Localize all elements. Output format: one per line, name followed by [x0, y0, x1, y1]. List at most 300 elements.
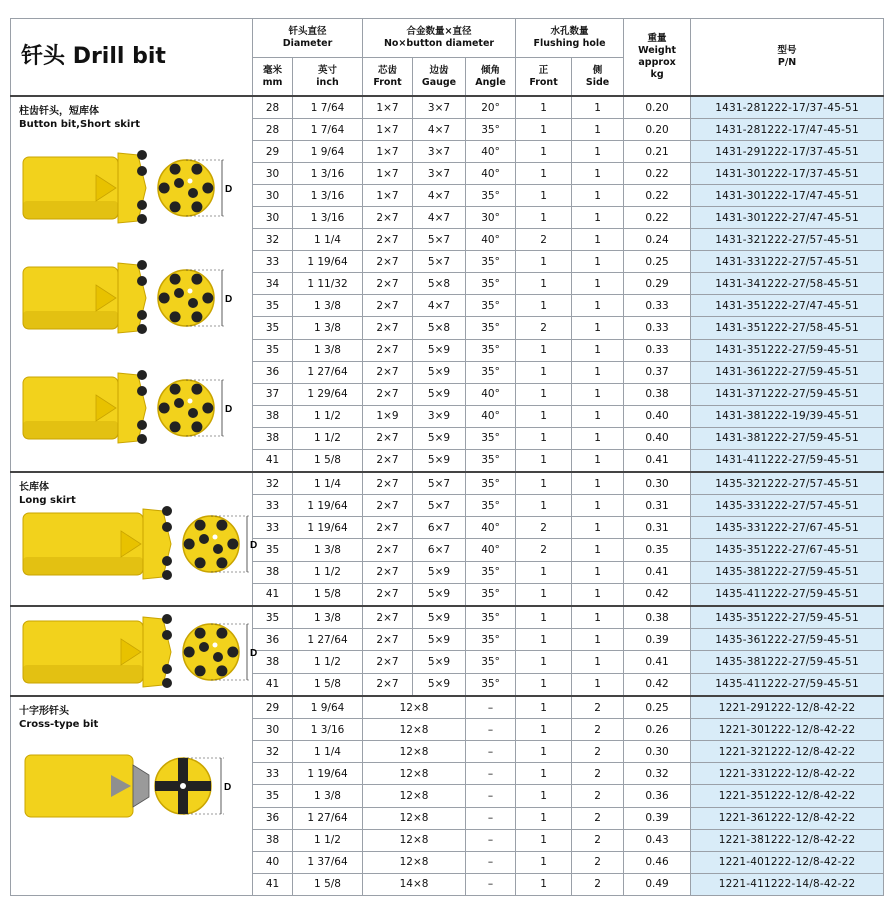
- cell-flush-side: 1: [572, 119, 624, 141]
- cell-pn: 1431-381222-19/39-45-51: [691, 405, 884, 427]
- gauge-button: [195, 665, 206, 676]
- cell-mm: 35: [253, 339, 293, 361]
- cell-mm: 41: [253, 583, 293, 606]
- cell-angle: 35°: [466, 119, 516, 141]
- gauge-button: [170, 311, 181, 322]
- cell-flush-front: 1: [516, 427, 572, 449]
- spec-sheet: [10, 18, 883, 891]
- gauge-button: [159, 293, 170, 304]
- cell-inch: 1 27/64: [293, 361, 363, 383]
- section-figure: [11, 697, 251, 895]
- cell-mm: 33: [253, 517, 293, 539]
- cell-weight: 0.33: [624, 295, 691, 317]
- cell-front: 1×7: [363, 163, 413, 185]
- cell-gauge: 5×8: [413, 317, 466, 339]
- cell-front: 2×7: [363, 539, 413, 561]
- cell-flush-side: 1: [572, 517, 624, 539]
- cell-mm: 35: [253, 606, 293, 629]
- section-label-zh: 柱齿钎头，短库体: [19, 106, 99, 117]
- cell-inch: 1 3/8: [293, 317, 363, 339]
- cell-pn: 1435-411222-27/59-45-51: [691, 673, 884, 696]
- cell-mm: 28: [253, 96, 293, 119]
- cell-weight: 0.30: [624, 741, 691, 763]
- carbide-button: [137, 166, 147, 176]
- cell-weight: 0.30: [624, 472, 691, 495]
- cell-mm: 30: [253, 185, 293, 207]
- cell-front: 1×7: [363, 185, 413, 207]
- weight-header: 重量 Weight approx kg: [624, 19, 691, 97]
- cell-inch: 1 3/8: [293, 295, 363, 317]
- cell-mm: 36: [253, 361, 293, 383]
- cell-weight: 0.33: [624, 339, 691, 361]
- cell-angle: 40°: [466, 405, 516, 427]
- buttons-header: 合金数量×直径 No×button diameter: [363, 19, 516, 58]
- cell-mm: 41: [253, 873, 293, 895]
- cell-pn: 1431-321222-27/57-45-51: [691, 229, 884, 251]
- bit-head: [118, 263, 146, 333]
- drill-bit-spec-table: [10, 18, 884, 896]
- cell-flush-front: 1: [516, 495, 572, 517]
- drill-bit-figure: [23, 614, 257, 688]
- cell-pn: 1221-301222-12/8-42-22: [691, 719, 884, 741]
- cell-inch: 1 11/32: [293, 273, 363, 295]
- cell-flush-front: 2: [516, 317, 572, 339]
- cell-pn: 1431-301222-17/37-45-51: [691, 163, 884, 185]
- cell-inch: 1 1/4: [293, 741, 363, 763]
- cell-front: 2×7: [363, 673, 413, 696]
- cell-flush-front: 1: [516, 629, 572, 651]
- cell-weight: 0.31: [624, 517, 691, 539]
- dimension-label: D: [225, 294, 233, 305]
- cell-weight: 0.40: [624, 427, 691, 449]
- front-button: [188, 298, 198, 308]
- cell-gauge: 5×9: [413, 361, 466, 383]
- cell-front: 1×7: [363, 119, 413, 141]
- cell-buttons: 12×8: [363, 741, 466, 763]
- cell-gauge: 5×9: [413, 383, 466, 405]
- cell-weight: 0.37: [624, 361, 691, 383]
- cell-flush-side: 2: [572, 829, 624, 851]
- cell-flush-side: 2: [572, 763, 624, 785]
- cell-pn: 1221-291222-12/8-42-22: [691, 696, 884, 719]
- drill-bit-figure: [23, 506, 257, 580]
- cell-inch: 1 37/64: [293, 851, 363, 873]
- cell-buttons: 12×8: [363, 807, 466, 829]
- cell-flush-side: 1: [572, 229, 624, 251]
- cell-flush-side: 1: [572, 383, 624, 405]
- cell-inch: 1 1/2: [293, 829, 363, 851]
- cell-flush-side: 1: [572, 583, 624, 606]
- cell-angle: 40°: [466, 163, 516, 185]
- carbide-button: [137, 214, 147, 224]
- cell-weight: 0.20: [624, 96, 691, 119]
- gauge-button: [191, 201, 202, 212]
- front-button: [213, 544, 223, 554]
- cell-mm: 33: [253, 495, 293, 517]
- front-button: [174, 178, 184, 188]
- cell-angle: 40°: [466, 539, 516, 561]
- cell-inch: 1 27/64: [293, 807, 363, 829]
- gauge-button: [170, 421, 181, 432]
- section-figure-cell: [11, 606, 258, 696]
- cell-angle: 35°: [466, 673, 516, 696]
- cell-pn: 1431-291222-17/37-45-51: [691, 141, 884, 163]
- cell-inch: 1 5/8: [293, 583, 363, 606]
- page-title: [11, 19, 253, 97]
- cell-angle: 20°: [466, 96, 516, 119]
- gauge-button: [191, 164, 202, 175]
- cell-inch: 1 9/64: [293, 696, 363, 719]
- mm-header: 毫米 mm: [253, 58, 293, 97]
- cell-inch: 1 3/16: [293, 185, 363, 207]
- cell-inch: 1 3/16: [293, 207, 363, 229]
- cell-angle: 30°: [466, 207, 516, 229]
- carbide-button: [162, 678, 172, 688]
- cell-flush-side: 1: [572, 539, 624, 561]
- cell-inch: 1 7/64: [293, 119, 363, 141]
- cell-inch: 1 3/16: [293, 163, 363, 185]
- cell-mm: 36: [253, 629, 293, 651]
- cell-pn: 1435-411222-27/59-45-51: [691, 583, 884, 606]
- cell-flush-side: 1: [572, 606, 624, 629]
- cell-flush-side: 1: [572, 561, 624, 583]
- cell-gauge: 3×7: [413, 141, 466, 163]
- carbide-button: [137, 276, 147, 286]
- cell-mm: 38: [253, 427, 293, 449]
- gauge-button: [227, 647, 238, 658]
- cell-gauge: 5×7: [413, 251, 466, 273]
- carbide-button: [162, 630, 172, 640]
- gauge-header: 边齿 Gauge: [413, 58, 466, 97]
- section-label-en: Button bit,Short skirt: [19, 119, 141, 130]
- cell-weight: 0.29: [624, 273, 691, 295]
- cell-weight: 0.38: [624, 383, 691, 405]
- cell-front: 2×7: [363, 495, 413, 517]
- cell-inch: 1 1/4: [293, 472, 363, 495]
- gauge-button: [184, 539, 195, 550]
- cell-inch: 1 27/64: [293, 629, 363, 651]
- cell-flush-side: 1: [572, 207, 624, 229]
- cell-weight: 0.41: [624, 651, 691, 673]
- cell-mm: 30: [253, 207, 293, 229]
- cell-front: 2×7: [363, 317, 413, 339]
- cell-flush-side: 1: [572, 96, 624, 119]
- cell-weight: 0.42: [624, 583, 691, 606]
- section-figure: [11, 97, 251, 471]
- cell-flush-side: 2: [572, 807, 624, 829]
- cell-flush-front: 1: [516, 339, 572, 361]
- cell-flush-side: 1: [572, 361, 624, 383]
- cell-gauge: 5×9: [413, 339, 466, 361]
- carbide-button: [162, 506, 172, 516]
- cell-flush-front: 1: [516, 696, 572, 719]
- cell-angle: 35°: [466, 495, 516, 517]
- table-row: [11, 696, 884, 719]
- cell-flush-front: 1: [516, 273, 572, 295]
- table-row: [11, 606, 884, 629]
- cell-front: 2×7: [363, 273, 413, 295]
- cell-pn: 1435-351222-27/67-45-51: [691, 539, 884, 561]
- cell-flush-side: 1: [572, 629, 624, 651]
- cell-weight: 0.22: [624, 207, 691, 229]
- cell-flush-side: 1: [572, 427, 624, 449]
- gauge-button: [195, 557, 206, 568]
- cell-weight: 0.39: [624, 629, 691, 651]
- bit-shadow: [23, 201, 118, 219]
- cell-gauge: 5×9: [413, 449, 466, 472]
- cell-weight: 0.21: [624, 141, 691, 163]
- carbide-button: [137, 150, 147, 160]
- cell-pn: 1431-351222-27/58-45-51: [691, 317, 884, 339]
- cell-inch: 1 1/4: [293, 229, 363, 251]
- cell-flush-side: 1: [572, 673, 624, 696]
- gauge-button: [216, 557, 227, 568]
- cell-flush-side: 1: [572, 495, 624, 517]
- cell-angle: –: [466, 807, 516, 829]
- gauge-button: [184, 647, 195, 658]
- cell-buttons: 14×8: [363, 873, 466, 895]
- cell-inch: 1 3/8: [293, 785, 363, 807]
- cell-mm: 32: [253, 229, 293, 251]
- cell-mm: 28: [253, 119, 293, 141]
- cell-angle: 35°: [466, 561, 516, 583]
- carbide-button: [137, 200, 147, 210]
- carbide-button: [137, 260, 147, 270]
- gauge-button: [202, 403, 213, 414]
- cell-mm: 35: [253, 295, 293, 317]
- cell-weight: 0.41: [624, 449, 691, 472]
- cell-flush-side: 1: [572, 651, 624, 673]
- gauge-button: [202, 183, 213, 194]
- inch-header: 英寸 inch: [293, 58, 363, 97]
- cell-flush-front: 1: [516, 141, 572, 163]
- gauge-button: [216, 520, 227, 531]
- cell-gauge: 5×9: [413, 673, 466, 696]
- cell-flush-side: 1: [572, 405, 624, 427]
- cell-flush-front: 1: [516, 295, 572, 317]
- cell-mm: 38: [253, 651, 293, 673]
- cell-pn: 1431-411222-27/59-45-51: [691, 449, 884, 472]
- cell-inch: 1 3/8: [293, 339, 363, 361]
- cell-weight: 0.43: [624, 829, 691, 851]
- gauge-button: [159, 403, 170, 414]
- gauge-button: [195, 520, 206, 531]
- cell-mm: 36: [253, 807, 293, 829]
- cell-mm: 40: [253, 851, 293, 873]
- cell-weight: 0.38: [624, 606, 691, 629]
- cell-inch: 1 3/8: [293, 539, 363, 561]
- cell-angle: 35°: [466, 273, 516, 295]
- gauge-button: [191, 311, 202, 322]
- cell-buttons: 12×8: [363, 829, 466, 851]
- front-header: 芯齿 Front: [363, 58, 413, 97]
- cell-front: 1×7: [363, 96, 413, 119]
- cell-pn: 1221-401222-12/8-42-22: [691, 851, 884, 873]
- title-en: Drill bit: [72, 44, 166, 69]
- section-figure: [11, 607, 258, 695]
- cell-pn: 1431-301222-27/47-45-51: [691, 207, 884, 229]
- cell-flush-front: 1: [516, 361, 572, 383]
- cell-pn: 1221-331222-12/8-42-22: [691, 763, 884, 785]
- cell-gauge: 5×9: [413, 427, 466, 449]
- cell-flush-front: 1: [516, 383, 572, 405]
- cell-weight: 0.31: [624, 495, 691, 517]
- gauge-button: [191, 384, 202, 395]
- cell-weight: 0.35: [624, 539, 691, 561]
- cell-angle: 40°: [466, 383, 516, 405]
- cross-insert: [133, 765, 149, 807]
- cell-flush-front: 1: [516, 651, 572, 673]
- cell-angle: 40°: [466, 229, 516, 251]
- cell-weight: 0.49: [624, 873, 691, 895]
- cell-pn: 1431-281222-17/37-45-51: [691, 96, 884, 119]
- cell-gauge: 3×7: [413, 96, 466, 119]
- cell-inch: 1 19/64: [293, 517, 363, 539]
- cell-flush-side: 1: [572, 185, 624, 207]
- cell-front: 2×7: [363, 361, 413, 383]
- cell-mm: 33: [253, 763, 293, 785]
- cell-weight: 0.20: [624, 119, 691, 141]
- bit-shadow: [23, 557, 143, 575]
- gauge-button: [170, 164, 181, 175]
- cell-flush-front: 1: [516, 851, 572, 873]
- cell-pn: 1435-361222-27/59-45-51: [691, 629, 884, 651]
- cell-inch: 1 9/64: [293, 141, 363, 163]
- cell-flush-front: 1: [516, 785, 572, 807]
- cell-gauge: 5×7: [413, 495, 466, 517]
- cell-angle: –: [466, 696, 516, 719]
- cell-flush-front: 1: [516, 251, 572, 273]
- cell-inch: 1 5/8: [293, 449, 363, 472]
- cell-mm: 32: [253, 472, 293, 495]
- cell-angle: 35°: [466, 251, 516, 273]
- cell-flush-front: 1: [516, 185, 572, 207]
- cell-inch: 1 5/8: [293, 673, 363, 696]
- cell-gauge: 6×7: [413, 539, 466, 561]
- cell-mm: 37: [253, 383, 293, 405]
- cell-flush-side: 2: [572, 851, 624, 873]
- bit-shadow: [23, 421, 118, 439]
- cell-angle: –: [466, 873, 516, 895]
- cell-flush-front: 1: [516, 561, 572, 583]
- front-button: [174, 288, 184, 298]
- cell-flush-front: 2: [516, 517, 572, 539]
- cell-pn: 1435-381222-27/59-45-51: [691, 651, 884, 673]
- cell-pn: 1221-321222-12/8-42-22: [691, 741, 884, 763]
- cell-buttons: 12×8: [363, 763, 466, 785]
- cell-flush-side: 2: [572, 873, 624, 895]
- cell-angle: 35°: [466, 583, 516, 606]
- front-button: [199, 534, 209, 544]
- flushing-hole: [213, 535, 218, 540]
- cell-pn: 1221-361222-12/8-42-22: [691, 807, 884, 829]
- gauge-button: [159, 183, 170, 194]
- cell-flush-front: 1: [516, 873, 572, 895]
- cell-front: 2×7: [363, 295, 413, 317]
- section-label-zh: 十字形钎头: [19, 706, 69, 717]
- cell-front: 2×7: [363, 629, 413, 651]
- front-button: [188, 188, 198, 198]
- cell-flush-front: 1: [516, 583, 572, 606]
- cell-pn: 1435-321222-27/57-45-51: [691, 472, 884, 495]
- cell-flush-side: 2: [572, 741, 624, 763]
- cell-pn: 1435-381222-27/59-45-51: [691, 561, 884, 583]
- table-row: [11, 472, 884, 495]
- cell-front: 2×7: [363, 383, 413, 405]
- cell-flush-side: 1: [572, 449, 624, 472]
- section-figure-cell: [11, 96, 253, 472]
- cell-flush-front: 1: [516, 719, 572, 741]
- cell-flush-side: 1: [572, 273, 624, 295]
- cell-mm: 38: [253, 405, 293, 427]
- cell-front: 2×7: [363, 583, 413, 606]
- dimension-label: D: [250, 540, 258, 551]
- cell-flush-front: 1: [516, 405, 572, 427]
- cell-inch: 1 1/2: [293, 651, 363, 673]
- bit-shadow: [23, 311, 118, 329]
- drill-bit-figure: [23, 260, 232, 334]
- gauge-button: [216, 665, 227, 676]
- cell-flush-front: 1: [516, 119, 572, 141]
- cell-flush-front: 1: [516, 829, 572, 851]
- front-button: [199, 642, 209, 652]
- section-figure-cell: [11, 472, 258, 606]
- cell-flush-side: 1: [572, 295, 624, 317]
- cell-gauge: 3×9: [413, 405, 466, 427]
- gauge-button: [170, 201, 181, 212]
- cell-weight: 0.25: [624, 251, 691, 273]
- cell-front: 2×7: [363, 427, 413, 449]
- cell-pn: 1431-361222-27/59-45-51: [691, 361, 884, 383]
- cell-weight: 0.36: [624, 785, 691, 807]
- cell-angle: –: [466, 829, 516, 851]
- cell-front: 2×7: [363, 561, 413, 583]
- gauge-button: [191, 274, 202, 285]
- front-button: [188, 408, 198, 418]
- cell-gauge: 5×9: [413, 629, 466, 651]
- cell-angle: –: [466, 741, 516, 763]
- cell-inch: 1 19/64: [293, 251, 363, 273]
- cell-pn: 1431-341222-27/58-45-51: [691, 273, 884, 295]
- cell-mm: 29: [253, 696, 293, 719]
- cell-angle: –: [466, 851, 516, 873]
- cell-inch: 1 1/2: [293, 427, 363, 449]
- cell-angle: 35°: [466, 629, 516, 651]
- cell-gauge: 5×7: [413, 472, 466, 495]
- flushing-hole: [213, 643, 218, 648]
- cross-bit-figure: [25, 755, 231, 817]
- cell-mm: 32: [253, 741, 293, 763]
- dimension-label: D: [225, 404, 233, 415]
- cell-angle: 35°: [466, 472, 516, 495]
- cell-weight: 0.26: [624, 719, 691, 741]
- cell-mm: 30: [253, 719, 293, 741]
- cell-pn: 1435-331222-27/57-45-51: [691, 495, 884, 517]
- cell-weight: 0.33: [624, 317, 691, 339]
- dimension-label: D: [225, 184, 233, 195]
- cell-gauge: 5×9: [413, 583, 466, 606]
- dimension-label: D: [250, 648, 258, 659]
- cell-angle: 35°: [466, 185, 516, 207]
- cell-flush-side: 1: [572, 472, 624, 495]
- cell-front: 2×7: [363, 449, 413, 472]
- cell-weight: 0.22: [624, 185, 691, 207]
- cell-pn: 1221-351222-12/8-42-22: [691, 785, 884, 807]
- diameter-header: 钎头直径 Diameter: [253, 19, 363, 58]
- cell-inch: 1 1/2: [293, 561, 363, 583]
- cell-gauge: 4×7: [413, 207, 466, 229]
- cell-flush-front: 1: [516, 741, 572, 763]
